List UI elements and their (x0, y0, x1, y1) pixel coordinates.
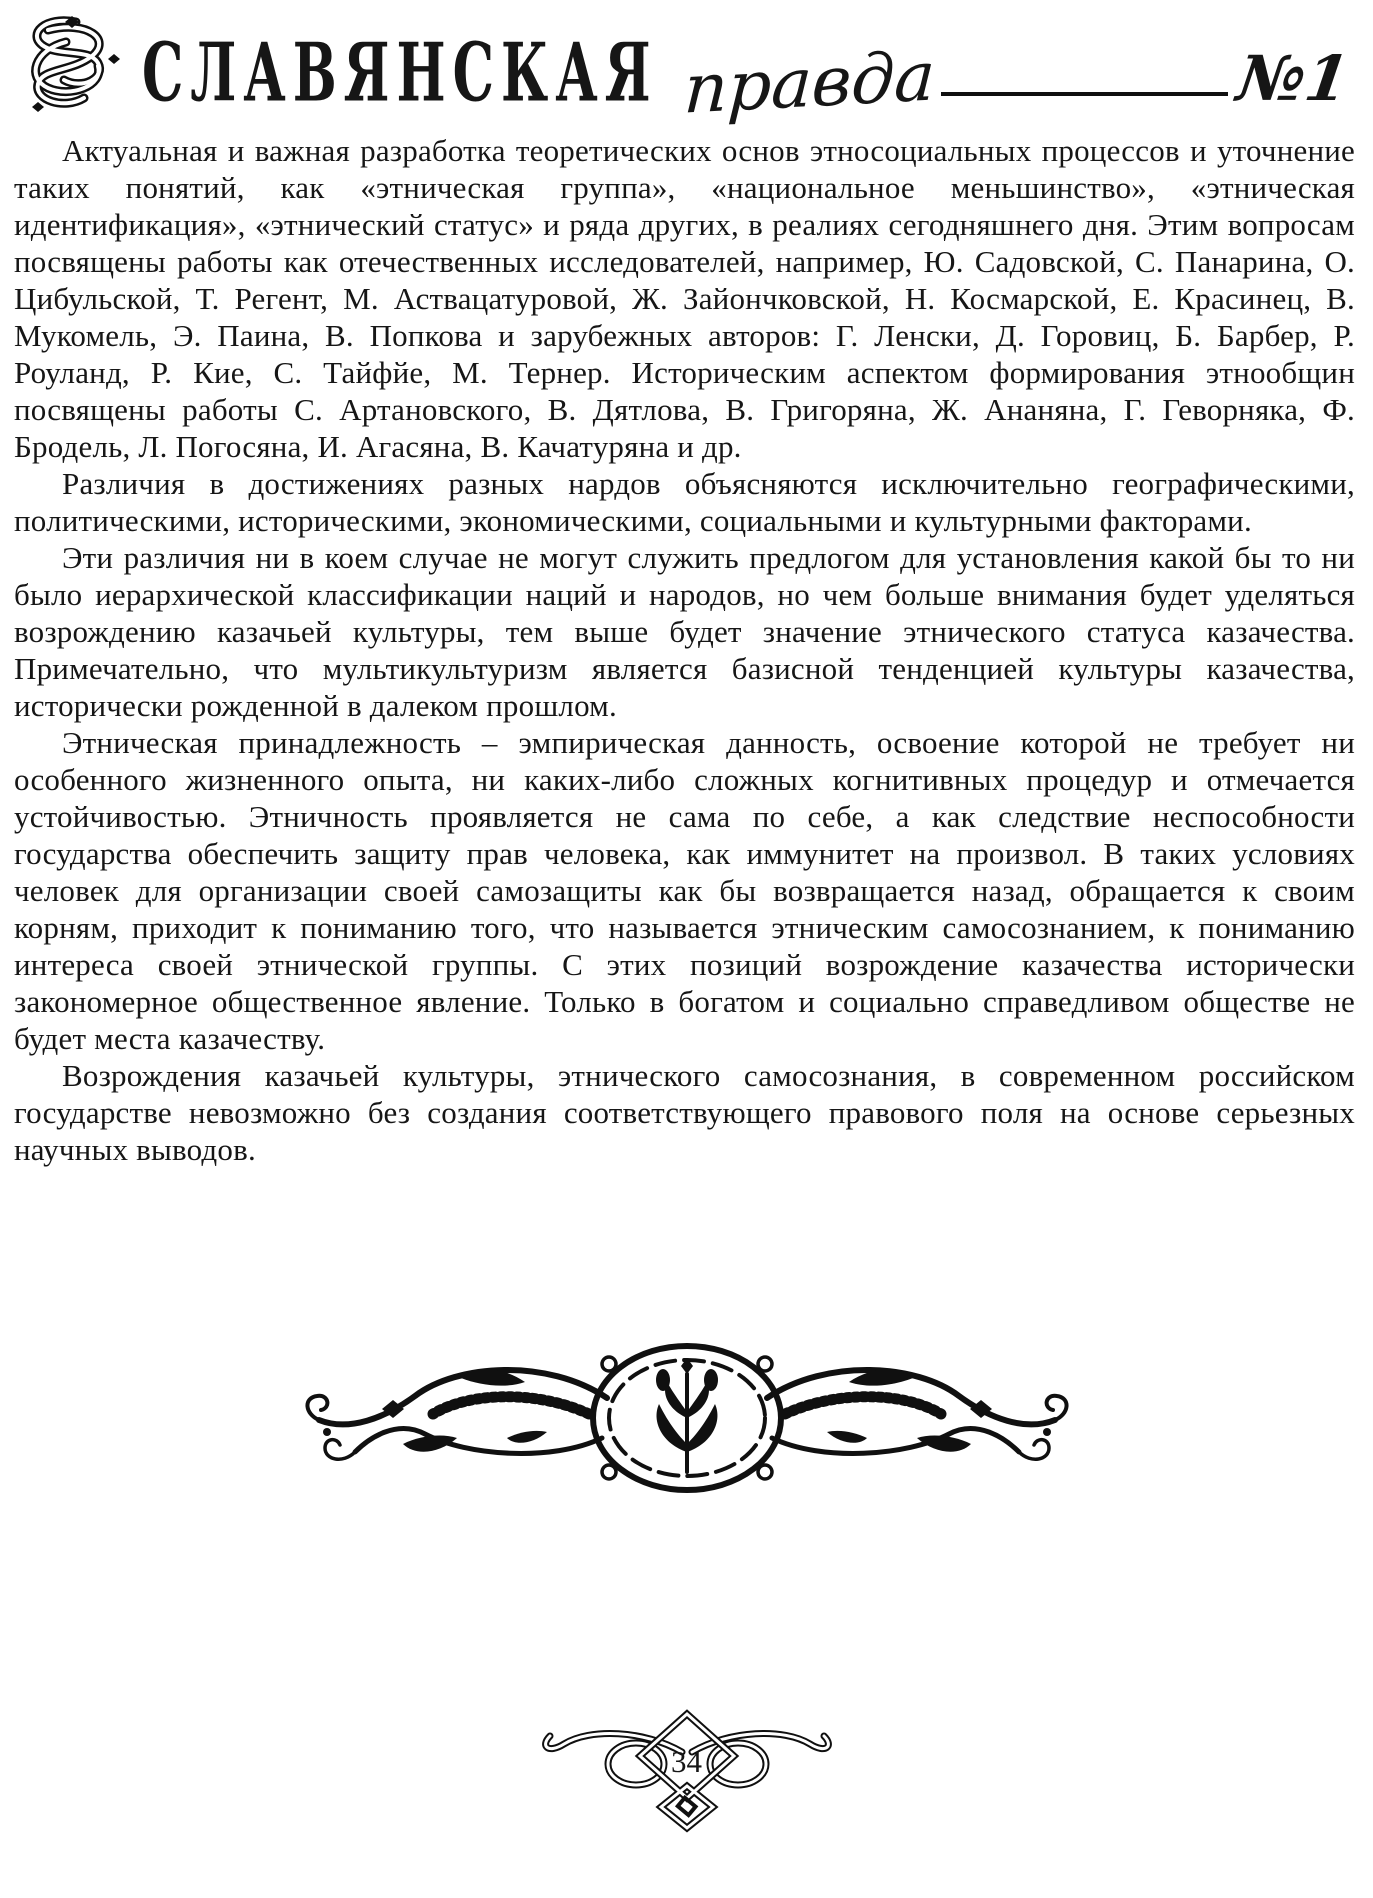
floral-vignette-ornament (297, 1340, 1077, 1500)
journal-title: СЛАВЯНСКАЯ (142, 25, 658, 121)
article-body (0, 112, 1373, 1168)
paragraph: Эти различия ни в коем случае не могут служить предлогом для установления какой бы то ни было иерархической классификации наций и народов, но чем больше внимания будет уделяться возрождению казачьей культуры, тем выше будет значение этнического статуса казачества. Примечательно, что мультикультуризм является базисной тенденцией культуры казачества, исторически рожденной в далеком прошлом. (14, 540, 1355, 723)
page-number: 34 (671, 1744, 702, 1779)
knotwork-page-number-ornament (532, 1700, 842, 1834)
paragraph: Различия в достижениях разных нардов объясняются исключительно географическими, политическими, историческими, экономическими, социальными и культурными факторами. (14, 466, 1355, 538)
journal-title-script: правда (681, 37, 937, 130)
issue-number: №1 (1233, 42, 1355, 115)
masthead-rule (941, 92, 1229, 96)
page-footer (0, 1700, 1373, 1834)
paragraph: Этническая принадлежность – эмпирическая данность, освоение которой не требует ни особенного жизненного опыта, ни каких-либо сложных когнитивных процедур и отмечается устойчивостью. Этничность проявляется не сама по себе, а как следствие неспособности государства обеспечить защиту прав человека, как иммунитет на произвол. В таких условиях человек для организации своей самозащиты как бы возвращается назад, обращается к своим корням, приходит к пониманию того, что называется этническим самосознанием, к пониманию интереса своей этнической группы. С этих позиций возрождение казачества исторически закономерное общественное явление. Только в богатом и социально справедливом обществе не будет места казачеству. (14, 725, 1355, 1056)
paragraph: Актуальная и важная разработка теоретических основ этносоциальных процессов и уточнение таких понятий, как «этническая группа», «национальное меньшинство», «этническая идентификация», «этнический статус» и ряда других, в реалиях сегодняшнего дня. Этим вопросам посвящены работы как отечественных исследователей, например, Ю. Садовской, С. Панарина, О. Цибульской, Т. Регент, М. Аствацатуровой, Ж. Зайончковской, Н. Космарской, Е. Красинец, В. Мукомель, Э. Паина, В. Попкова и зарубежных авторов: Г. Ленски, Д. Горовиц, Б. Барбер, Р. Роуланд, Р. Кие, С. Тайфйе, М. Тернер. Историческим аспектом формирования этнообщин посвящены работы С. Артановского, В. Дятлова, В. Григоряна, Ж. Ананяна, Г. Геворняка, Ф. Бродель, Л. Погосяна, И. Агасяна, В. Качатуряна и др. (14, 133, 1355, 464)
paragraph: Возрождения казачьей культуры, этнического самосознания, в современном российском государстве невозможно без создания соответствующего правового поля на основе серьезных научных выводов. (14, 1058, 1355, 1167)
slavic-knot-icon (14, 14, 126, 112)
masthead (0, 0, 1373, 130)
